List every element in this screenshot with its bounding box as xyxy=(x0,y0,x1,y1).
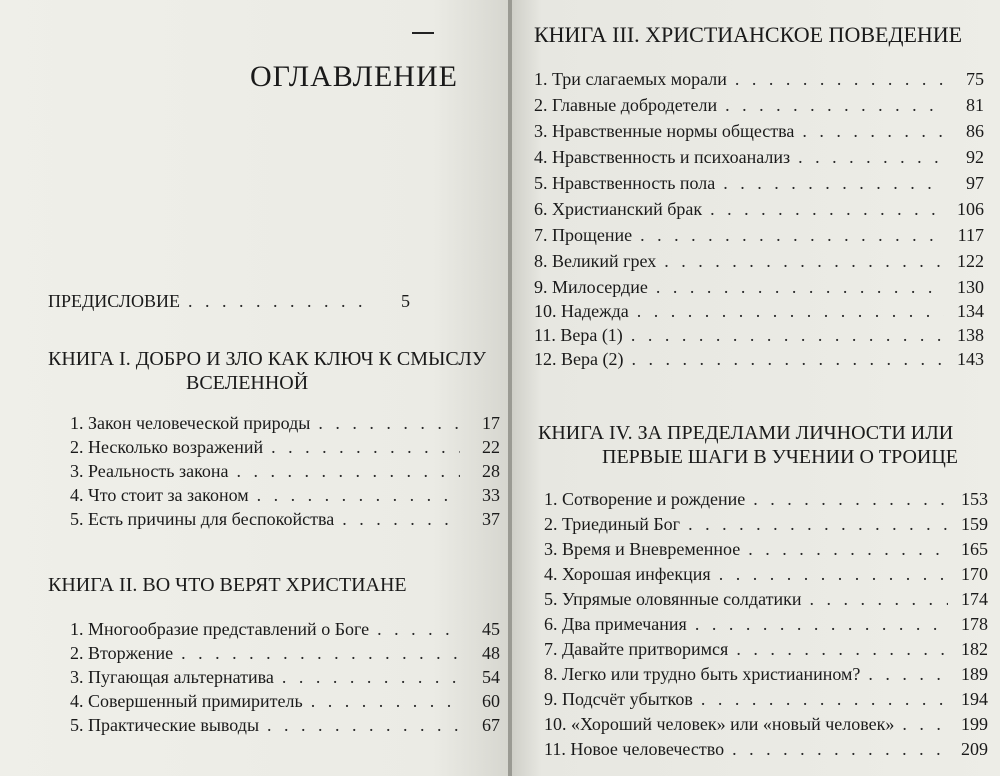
entry-title: 3. Реальность закона xyxy=(70,461,229,481)
leader-dots xyxy=(303,690,460,712)
entry-title: 3. Нравственные нормы общества xyxy=(534,121,795,141)
leader-dots xyxy=(790,146,944,168)
leader-dots xyxy=(656,250,944,272)
entry-title: 1. Многообразие представлений о Боге xyxy=(70,619,370,639)
entry-title: 2. Главные добродетели xyxy=(534,95,718,115)
entry-title: 3. Время и Вневременное xyxy=(544,539,741,559)
leader-dots xyxy=(632,224,944,246)
entry-title: 2. Триединый Бог xyxy=(544,514,681,534)
entry-page: 178 xyxy=(961,614,988,634)
entry-title: 11. Новое человечество xyxy=(544,739,725,759)
leader-dots xyxy=(702,198,944,220)
entry-title: ПРЕДИСЛОВИЕ xyxy=(48,291,181,311)
entry-title: 7. Прощение xyxy=(534,225,633,245)
book4-title-line1: КНИГА IV. ЗА ПРЕДЕЛАМИ ЛИЧНОСТИ ИЛИ xyxy=(538,422,954,444)
entry-title: 3. Пугающая альтернатива xyxy=(70,667,274,687)
toc-entry xyxy=(70,484,500,506)
entry-page: 22 xyxy=(482,437,500,457)
entry-title: 1. Закон человеческой природы xyxy=(70,413,311,433)
entry-title: 7. Давайте притворимся xyxy=(544,639,729,659)
book4-title-line2: ПЕРВЫЕ ШАГИ В УЧЕНИИ О ТРОИЦЕ xyxy=(602,446,959,468)
entry-page: 48 xyxy=(482,643,500,663)
entry-page: 54 xyxy=(482,667,500,687)
right-page xyxy=(512,0,1000,776)
toc-entry xyxy=(70,666,500,688)
entry-page: 199 xyxy=(961,714,988,734)
entry-page: 165 xyxy=(961,539,988,559)
toc-entry xyxy=(544,488,988,510)
entry-title: 6. Христианский брак xyxy=(534,199,703,219)
entry-title: 12. Вера (2) xyxy=(534,349,624,369)
toc-entry xyxy=(70,714,500,736)
entry-page: 75 xyxy=(966,69,984,89)
entry-title: 4. Что стоит за законом xyxy=(70,485,249,505)
leader-dots xyxy=(180,290,370,312)
entry-title: 10. Надежда xyxy=(534,301,629,321)
entry-page: 28 xyxy=(482,461,500,481)
leader-dots xyxy=(711,563,948,585)
toc-entry xyxy=(534,300,984,322)
toc-entry xyxy=(70,436,500,458)
entry-page: 130 xyxy=(957,277,984,297)
entry-page: 138 xyxy=(957,325,984,345)
entry-title: 2. Вторжение xyxy=(70,643,174,663)
toc-entry xyxy=(534,224,984,246)
leader-dots xyxy=(249,484,460,506)
leader-dots xyxy=(229,460,460,482)
leader-dots xyxy=(693,688,948,710)
leader-dots xyxy=(717,94,944,116)
toc-entry-preface xyxy=(48,290,410,312)
entry-page: 182 xyxy=(961,639,988,659)
toc-entry xyxy=(544,588,988,610)
entry-title: 4. Нравственность и психоанализ xyxy=(534,147,791,167)
entry-title: 5. Практические выводы xyxy=(70,715,260,735)
leader-dots xyxy=(860,663,948,685)
entry-title: 5. Упрямые оловянные солдатики xyxy=(544,589,802,609)
entry-page: 189 xyxy=(961,664,988,684)
toc-entry xyxy=(544,688,988,710)
leader-dots xyxy=(745,488,948,510)
book2-title: КНИГА II. ВО ЧТО ВЕРЯТ ХРИСТИАНЕ xyxy=(48,574,407,596)
entry-page: 45 xyxy=(482,619,500,639)
entry-page: 106 xyxy=(957,199,984,219)
entry-title: 9. Подсчёт убытков xyxy=(544,689,693,709)
leader-dots xyxy=(263,436,460,458)
book1-title-line2: ВСЕЛЕННОЙ xyxy=(186,372,309,394)
leader-dots xyxy=(259,714,460,736)
entry-page: 159 xyxy=(961,514,988,534)
toc-entry xyxy=(534,94,984,116)
toc-entry xyxy=(534,68,984,90)
entry-title: 4. Хорошая инфекция xyxy=(544,564,711,584)
toc-title: ОГЛАВЛЕНИЕ xyxy=(250,60,458,93)
entry-title: 2. Несколько возражений xyxy=(70,437,264,457)
entry-page: 143 xyxy=(957,349,984,369)
leader-dots xyxy=(629,300,944,322)
entry-page: 194 xyxy=(961,689,988,709)
toc-entry xyxy=(534,250,984,272)
entry-page: 153 xyxy=(961,489,988,509)
leader-dots xyxy=(680,513,948,535)
entry-page: 209 xyxy=(961,739,988,759)
leader-dots xyxy=(724,738,948,760)
toc-entry xyxy=(70,508,500,530)
entry-title: 9. Милосердие xyxy=(534,277,648,297)
leader-dots xyxy=(334,508,460,530)
leader-dots xyxy=(623,348,944,370)
leader-dots xyxy=(623,324,944,346)
leader-dots xyxy=(173,642,460,664)
toc-entry xyxy=(544,563,988,585)
leader-dots xyxy=(727,68,944,90)
entry-page: 67 xyxy=(482,715,500,735)
entry-page: 5 xyxy=(401,291,410,311)
entry-page: 134 xyxy=(957,301,984,321)
toc-entry xyxy=(70,460,500,482)
leader-dots xyxy=(894,713,948,735)
leader-dots xyxy=(801,588,948,610)
entry-title: 8. Легко или трудно быть христианином? xyxy=(544,664,861,684)
toc-entry xyxy=(534,198,984,220)
entry-page: 174 xyxy=(961,589,988,609)
toc-entry xyxy=(544,638,988,660)
toc-entry xyxy=(534,276,984,298)
leader-dots xyxy=(794,120,944,142)
toc-entry xyxy=(544,713,988,735)
entry-page: 17 xyxy=(482,413,500,433)
toc-entry xyxy=(70,642,500,664)
leader-dots xyxy=(728,638,948,660)
leader-dots xyxy=(310,412,460,434)
entry-page: 60 xyxy=(482,691,500,711)
toc-entry xyxy=(70,412,500,434)
toc-entry xyxy=(534,172,984,194)
entry-page: 81 xyxy=(966,95,984,115)
entry-page: 97 xyxy=(966,173,984,193)
entry-page: 92 xyxy=(966,147,984,167)
entry-title: 6. Два примечания xyxy=(544,614,687,634)
entry-title: 8. Великий грех xyxy=(534,251,657,271)
toc-entry xyxy=(534,324,984,346)
entry-page: 37 xyxy=(482,509,500,529)
entry-title: 5. Есть причины для беспокойства xyxy=(70,509,335,529)
toc-entry xyxy=(534,120,984,142)
entry-page: 86 xyxy=(966,121,984,141)
leader-dots xyxy=(740,538,948,560)
leader-dots xyxy=(648,276,944,298)
toc-entry xyxy=(534,348,984,370)
toc-entry xyxy=(70,618,500,640)
toc-entry xyxy=(544,663,988,685)
page-dash xyxy=(412,32,434,34)
entry-title: 10. «Хороший человек» или «новый человек» xyxy=(544,714,895,734)
leader-dots xyxy=(687,613,948,635)
toc-entry xyxy=(544,738,988,760)
entry-page: 170 xyxy=(961,564,988,584)
entry-page: 33 xyxy=(482,485,500,505)
entry-title: 4. Совершенный примиритель xyxy=(70,691,303,711)
toc-entry xyxy=(70,690,500,712)
toc-entry xyxy=(544,538,988,560)
toc-entry xyxy=(544,513,988,535)
entry-title: 1. Сотворение и рождение xyxy=(544,489,746,509)
toc-entry xyxy=(534,146,984,168)
entry-title: 11. Вера (1) xyxy=(534,325,623,345)
book1-title-line1: КНИГА I. ДОБРО И ЗЛО КАК КЛЮЧ К СМЫСЛУ xyxy=(48,348,486,370)
toc-entry xyxy=(544,613,988,635)
book3-title: КНИГА III. ХРИСТИАНСКОЕ ПОВЕДЕНИЕ xyxy=(534,22,963,47)
entry-title: 1. Три слагаемых морали xyxy=(534,69,727,89)
entry-title: 5. Нравственность пола xyxy=(534,173,716,193)
leader-dots xyxy=(274,666,460,688)
leader-dots xyxy=(715,172,944,194)
entry-page: 122 xyxy=(957,251,984,271)
leader-dots xyxy=(369,618,460,640)
entry-page: 117 xyxy=(957,225,984,245)
